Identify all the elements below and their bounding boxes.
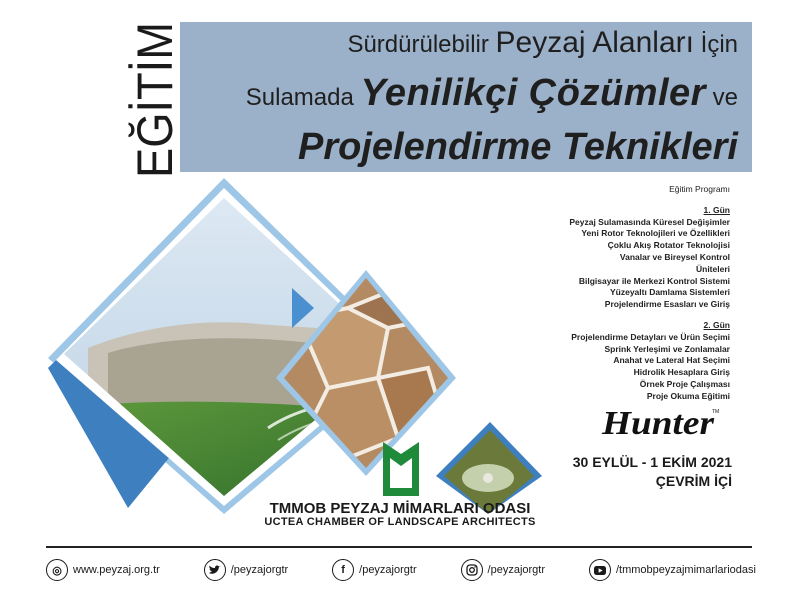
footer-divider: [46, 546, 752, 548]
list-item: Üniteleri: [695, 263, 730, 274]
twitter-text: /peyzajorgtr: [230, 564, 289, 576]
title-line-2-pre: Sulamada: [245, 84, 361, 111]
hunter-logo: [602, 404, 720, 440]
program-heading: Eğitim Programı: [669, 184, 730, 194]
org-name-en: UCTEA CHAMBER OF LANDSCAPE ARCHITECTS: [264, 516, 536, 528]
list-item: Yeni Rotor Teknolojileri ve Özellikleri: [581, 228, 730, 239]
twitter-link[interactable]: [204, 559, 288, 581]
title-line-3: Projelendirme Teknikleri: [298, 126, 738, 168]
globe-icon: ◎: [46, 559, 68, 581]
youtube-link[interactable]: [589, 559, 756, 581]
website-text: www.peyzaj.org.tr: [73, 564, 160, 576]
social-footer: [46, 558, 756, 582]
event-dates: 30 EYLÜL - 1 EKİM 2021: [572, 454, 732, 470]
vertical-title: [127, 5, 183, 180]
day-2-label: 2. Gün: [703, 319, 730, 330]
twitter-icon: [204, 559, 226, 581]
event-info: [573, 453, 732, 491]
list-item: Projelendirme Detayları ve Ürün Seçimi: [571, 331, 730, 342]
title-line-1-big: Peyzaj Alanları: [495, 26, 694, 59]
list-item: Anahat ve Lateral Hat Seçimi: [613, 355, 730, 366]
list-item: Peyzaj Sulamasında Küresel Değişimler: [569, 216, 730, 227]
facebook-link[interactable]: [332, 559, 416, 581]
list-item: Yüzeyaltı Damlama Sistemleri: [609, 287, 730, 298]
org-name: TMMOB PEYZAJ MİMARLARI ODASI: [269, 500, 531, 517]
list-item: Çoklu Akış Rotator Teknolojisi: [607, 240, 730, 251]
instagram-link[interactable]: [461, 559, 545, 581]
vertical-title-text: EĞİTİM: [127, 5, 183, 178]
instagram-text: /peyzajorgtr: [487, 564, 546, 576]
youtube-text: /tmmobpeyzajmimarlariodasi: [615, 564, 756, 576]
title-line-1-post: İçin: [693, 31, 738, 58]
youtube-icon: [589, 559, 611, 581]
org-logo-icon: [381, 438, 421, 498]
hunter-logo-text: Hunter: [600, 405, 715, 442]
website-link[interactable]: [46, 559, 160, 581]
event-mode: ÇEVRİM İÇİ: [655, 473, 732, 489]
list-item: Hidrolik Hesaplara Giriş: [633, 367, 730, 378]
list-item: Vanalar ve Bireysel Kontrol: [619, 251, 730, 262]
list-item: Sprink Yerleşimi ve Zonlamalar: [604, 343, 730, 354]
facebook-icon: f: [332, 559, 354, 581]
hunter-trademark: TM: [712, 409, 720, 415]
program-list: [430, 184, 730, 403]
list-item: Projelendirme Esasları ve Giriş: [604, 299, 730, 310]
title-line-1-pre: Sürdürülebilir: [347, 31, 496, 58]
list-item: Örnek Proje Çalışması: [639, 378, 730, 389]
title-line-1: [347, 26, 738, 60]
day-1-label: 1. Gün: [703, 204, 730, 215]
facebook-text: /peyzajorgtr: [359, 564, 417, 576]
instagram-icon: [461, 559, 483, 581]
title-line-2-post: ve: [705, 84, 738, 111]
title-line-2-bold: Yenilikçi Çözümler: [360, 72, 706, 114]
list-item: Proje Okuma Eğitimi: [646, 390, 730, 401]
list-item: Bilgisayar ile Merkezi Kontrol Sistemi: [578, 275, 730, 286]
title-line-2: [246, 72, 738, 115]
